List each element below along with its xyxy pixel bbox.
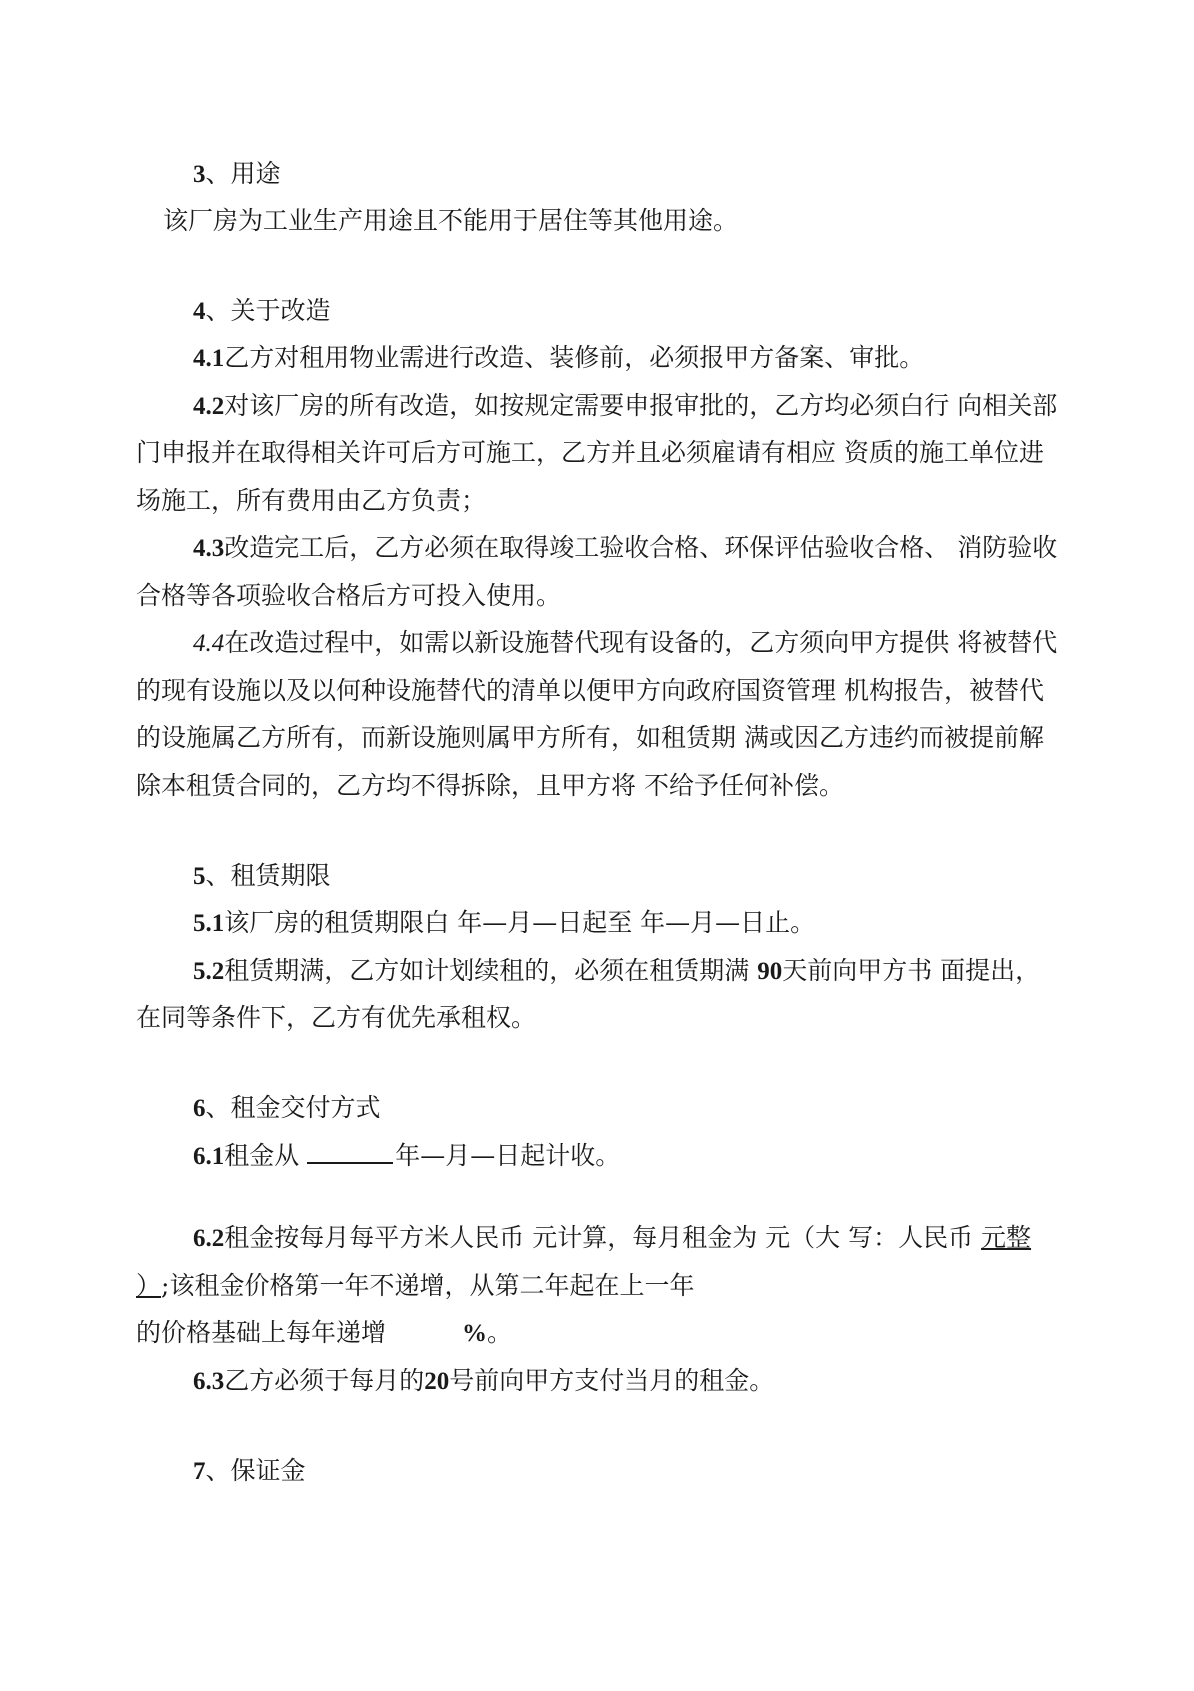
section-title: 、租金交付方式 — [205, 1093, 381, 1122]
clause-4-4-line-1 — [193, 626, 1057, 661]
clause-number: 6.3 — [193, 1368, 225, 1395]
section-title: 、保证金 — [205, 1456, 306, 1485]
section-7-heading — [193, 1454, 306, 1489]
clause-4-4-line-3: 的设施属乙方所有，而新设施则属甲方所有，如租赁期 满或因乙方违约而被提前解 — [136, 723, 1044, 752]
clause-4-2-line-3: 场施工，所有费用由乙方负责； — [136, 486, 487, 515]
clause-text: 改造完工后，乙方必须在取得竣工验收合格、环保评估验收合格、 消防验收 — [224, 533, 1058, 562]
clause-number: 5.1 — [193, 910, 225, 937]
clause-text-cont: 天前向甲方书 面提出， — [782, 956, 1041, 985]
percent-sign: % — [462, 1320, 488, 1347]
payment-day: 20 — [424, 1368, 450, 1395]
clause-text: ;该租金价格第一年不递增，从第二年起在上一年 — [161, 1271, 695, 1300]
section-3-body: 该厂房为工业生产用途且不能用于居住等其他用途。 — [163, 206, 739, 235]
section-title: 、用途 — [205, 159, 281, 188]
clause-text: 在改造过程中，如需以新设施替代现有设备的，乙方须向甲方提供 将被替代 — [224, 628, 1058, 657]
clause-text: 乙方对租用物业需进行改造、装修前，必须报甲方备案、审批。 — [224, 343, 925, 372]
clause-6-3 — [193, 1364, 774, 1399]
clause-text: 该厂房的租赁期限白 年—月—日起至 年—月—日止。 — [224, 908, 816, 937]
section-title: 、关于改造 — [205, 296, 331, 325]
clause-5-2-line-2: 在同等条件下，乙方有优先承租权。 — [136, 1003, 537, 1032]
clause-text: 租赁期满，乙方如计划续租的，必须在租赁期满 — [224, 956, 758, 985]
clause-4-1 — [193, 341, 924, 376]
section-4-heading — [193, 294, 331, 329]
clause-6-1 — [193, 1139, 620, 1174]
clause-text-cont: 年—月—日起计收。 — [395, 1141, 621, 1170]
clause-6-2-line-3 — [136, 1316, 512, 1351]
clause-number: 4.4 — [193, 630, 225, 657]
clause-text: 租金按每月每平方米人民币 元计算，每月租金为 元（大 写：人民币 — [224, 1223, 982, 1252]
section-6-heading — [193, 1091, 381, 1126]
underlined-amount: 元整 — [981, 1223, 1032, 1252]
clause-number: 6.2 — [193, 1225, 225, 1252]
section-number: 5 — [193, 863, 206, 890]
clause-4-2-line-2: 门申报并在取得相关许可后方可施工，乙方并且必须雇请有相应 资质的施工单位进 — [136, 438, 1044, 467]
clause-number: 4.2 — [193, 393, 225, 420]
clause-5-1 — [193, 906, 815, 941]
clause-4-4-line-4: 除本租赁合同的，乙方均不得拆除，且甲方将 不给予任何补偿。 — [136, 771, 844, 800]
section-number: 4 — [193, 298, 206, 325]
clause-6-2-line-1 — [193, 1221, 1031, 1256]
clause-4-3-line-2: 合格等各项验收合格后方可投入使用。 — [136, 581, 562, 610]
section-3-heading — [193, 157, 281, 192]
section-number: 3 — [193, 161, 206, 188]
clause-6-2-line-2 — [136, 1269, 694, 1303]
clause-number: 4.3 — [193, 535, 225, 562]
notice-days: 90 — [757, 958, 783, 985]
clause-text: 的价格基础上每年递增 — [136, 1318, 387, 1347]
clause-4-4-line-2: 的现有设施以及以何种设施替代的清单以便甲方向政府国资管理 机构报告，被替代 — [136, 676, 1044, 705]
underlined-paren: ） — [136, 1271, 162, 1300]
clause-text: 租金从 — [224, 1141, 300, 1170]
section-number: 6 — [193, 1095, 206, 1122]
clause-text-end: 。 — [487, 1318, 513, 1347]
clause-5-2-line-1 — [193, 954, 1040, 989]
clause-text: 对该厂房的所有改造，如按规定需要申报审批的，乙方均必须白行 向相关部 — [224, 391, 1058, 420]
clause-4-3-line-1 — [193, 531, 1057, 566]
section-5-heading — [193, 859, 331, 894]
section-number: 7 — [193, 1458, 206, 1485]
clause-number: 5.2 — [193, 958, 225, 985]
blank-year-field — [307, 1140, 393, 1164]
section-title: 、租赁期限 — [205, 861, 331, 890]
clause-text: 乙方必须于每月的 — [224, 1366, 425, 1395]
clause-number: 4.1 — [193, 345, 225, 372]
clause-text-cont: 号前向甲方支付当月的租金。 — [449, 1366, 775, 1395]
clause-number: 6.1 — [193, 1143, 225, 1170]
clause-4-2-line-1 — [193, 389, 1057, 424]
